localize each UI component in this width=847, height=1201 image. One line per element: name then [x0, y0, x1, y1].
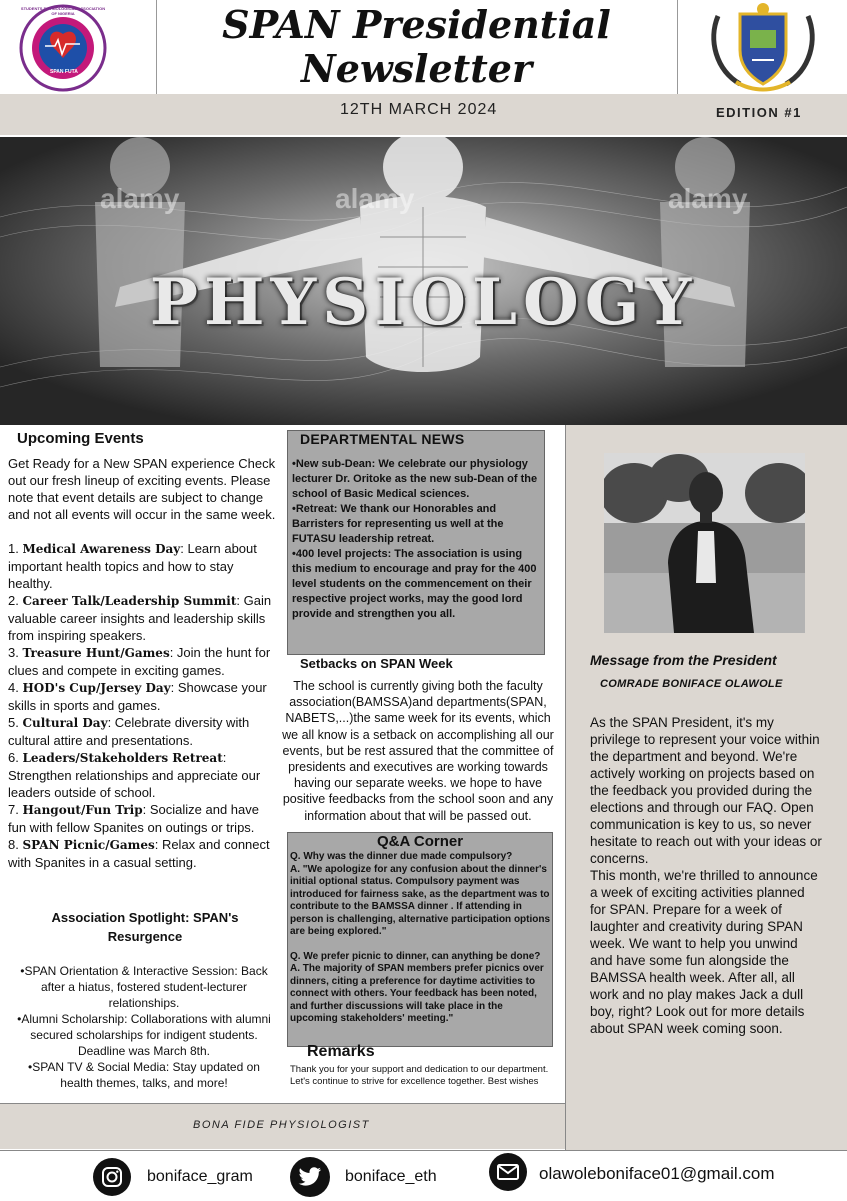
- spotlight-list: [14, 963, 274, 1091]
- event-item: 5. Cultural Day: Celebrate diversity with cultural attire and presentations.: [8, 715, 250, 748]
- qa-question: Q. We prefer picnic to dinner, can anything be done?: [290, 950, 541, 962]
- president-name: COMRADE BONIFACE OLAWOLE: [600, 678, 783, 690]
- setbacks-text: The school is currently giving both the faculty association(BAMSSA)and departments(SPAN, NABETS,...)the same week for its events, which we all know is a setback on accomplishing all our events, but be rest assured that the committee of presidents and executives are working towards having our separate weeks. we hope to have positive feedbacks from the school soon and any information about that will be passed out.: [282, 679, 554, 823]
- remarks-text: Thank you for your support and dedication to our department. Let's continue to strive for excellence together. Best wishes: [290, 1064, 549, 1087]
- university-crest-icon: [678, 0, 847, 94]
- setbacks-heading: Setbacks on SPAN Week: [300, 656, 453, 671]
- email-icon[interactable]: [489, 1153, 527, 1191]
- spotlight-item: •Alumni Scholarship: Collaborations with alumni secured scholarships for indigent students. Deadline was March 8th.: [17, 1012, 271, 1058]
- spotlight-item: •SPAN TV & Social Media: Stay updated on health themes, talks, and more!: [28, 1060, 260, 1090]
- upcoming-events-list: [8, 455, 276, 871]
- newsletter-title: SPAN Presidential Newsletter: [222, 2, 611, 91]
- twitter-icon[interactable]: [290, 1157, 330, 1197]
- president-message-text: [590, 714, 822, 1037]
- twitter-handle[interactable]: boniface_eth: [345, 1168, 437, 1185]
- remarks-heading: Remarks: [307, 1043, 375, 1060]
- event-item: 3. Treasure Hunt/Games: Join the hunt for clues and compete in exciting games.: [8, 645, 271, 678]
- departmental-news-list: [292, 457, 542, 622]
- contact-footer: [0, 1150, 847, 1201]
- event-item: 1. Medical Awareness Day: Learn about important health topics and how to stay healthy.: [8, 541, 257, 591]
- qa-corner-list: [290, 851, 552, 1026]
- news-item: •Retreat: We thank our Honorables and Barristers for representing us well at the FUTASU leadership retreat.: [292, 503, 504, 545]
- association-logo-panel: [0, 0, 157, 94]
- event-item: 2. Career Talk/Leadership Summit: Gain valuable career insights and leadership skills from inspiring speakers.: [8, 593, 272, 643]
- message-paragraph: This month, we're thrilled to announce a week of exciting activities planned for SPAN. Prepare for a week of laughter and creativity during SPAN week. We want to help you unwind and have some fun alongside the BAMSSA health week. After all, all work and no play makes Jack a dull boy, right? Look out for more details about SPAN week coming soon.: [590, 868, 818, 1036]
- qa-corner-heading: Q&A Corner: [376, 833, 464, 850]
- event-item: 8. SPAN Picnic/Games: Relax and connect with Spanites in a casual setting.: [8, 837, 270, 870]
- events-intro: Get Ready for a New SPAN experience Check out our fresh lineup of exciting events. Please note that event details are subject to change and not all events will occur in the same week.: [8, 456, 276, 522]
- departmental-news-heading: DEPARTMENTAL NEWS: [300, 431, 465, 447]
- instagram-handle[interactable]: boniface_gram: [147, 1168, 253, 1185]
- instagram-icon[interactable]: [93, 1158, 131, 1196]
- qa-answer: A. "We apologize for any confusion about the dinner's initial optional status. Compulsory payment was introduced for fairness sake, as the department was to contribute to the BAMSSA dinner . If attending in person is challenging, alternative participation options are being explored.": [290, 863, 551, 937]
- email-address[interactable]: olawoleboniface01@gmail.com: [539, 1164, 775, 1183]
- issue-date: 12TH MARCH 2024: [340, 101, 498, 118]
- news-item: •New sub-Dean: We celebrate our physiology lecturer Dr. Oritoke as the new sub-Dean of the school of Basic Medical sciences.: [292, 458, 538, 500]
- logo-chapter-label: SPAN FUTA: [50, 69, 78, 75]
- edition-label: EDITION #1: [716, 105, 802, 120]
- upcoming-events-heading: Upcoming Events: [17, 430, 144, 447]
- news-item: •400 level projects: The association is using this medium to encourage and pray for the 400 level students on the commencement on their respective project works, may the good lord provide and strengthen you all.: [292, 548, 537, 620]
- event-item: 7. Hangout/Fun Trip: Socialize and have fun with fellow Spanites on outings or trips.: [8, 802, 259, 835]
- message-paragraph: As the SPAN President, it's my privilege to represent your voice within the department and beyond. We're actively working on projects based on the feedback you provided during the elections and through our FAQ. Open communication is key to us, so never hesitate to reach out with your ideas or concerns.: [590, 715, 822, 866]
- spotlight-heading: Association Spotlight: SPAN's Resurgence: [51, 910, 239, 944]
- logo-ring-text: STUDENTS PHYSIOLOGICAL ASSOCIATION OF NIGERIA: [20, 6, 106, 16]
- watermark-text-center: alamy: [335, 183, 415, 214]
- president-portrait-illustration: [604, 453, 805, 633]
- president-message-heading: Message from the President: [590, 652, 777, 668]
- spotlight-item: •SPAN Orientation & Interactive Session: Back after a hiatus, fostered student-lecturer relationships.: [20, 964, 268, 1010]
- watermark-text-right: alamy: [668, 183, 748, 214]
- qa-question: Q. Why was the dinner due made compulsory?: [290, 851, 513, 862]
- banner-title: PHYSIOLOGY: [149, 265, 698, 340]
- university-crest-panel: [677, 0, 847, 94]
- event-item: 6. Leaders/Stakeholders Retreat: Strengthen relationships and appreciate our leaders outside of school.: [8, 750, 261, 800]
- qa-answer: A. The majority of SPAN members prefer picnics over dinners, citing a preference for daytime activities to connect with others. Your feedback has been noted, and further discussions will take place in the upcoming stakeholders' meeting.": [290, 963, 544, 1024]
- watermark-text-left: alamy: [100, 183, 180, 214]
- event-item: 4. HOD's Cup/Jersey Day: Showcase your skills in sports and games.: [8, 680, 267, 713]
- motto-text: BONA FIDE PHYSIOLOGIST: [193, 1119, 370, 1131]
- president-photo: [604, 453, 805, 633]
